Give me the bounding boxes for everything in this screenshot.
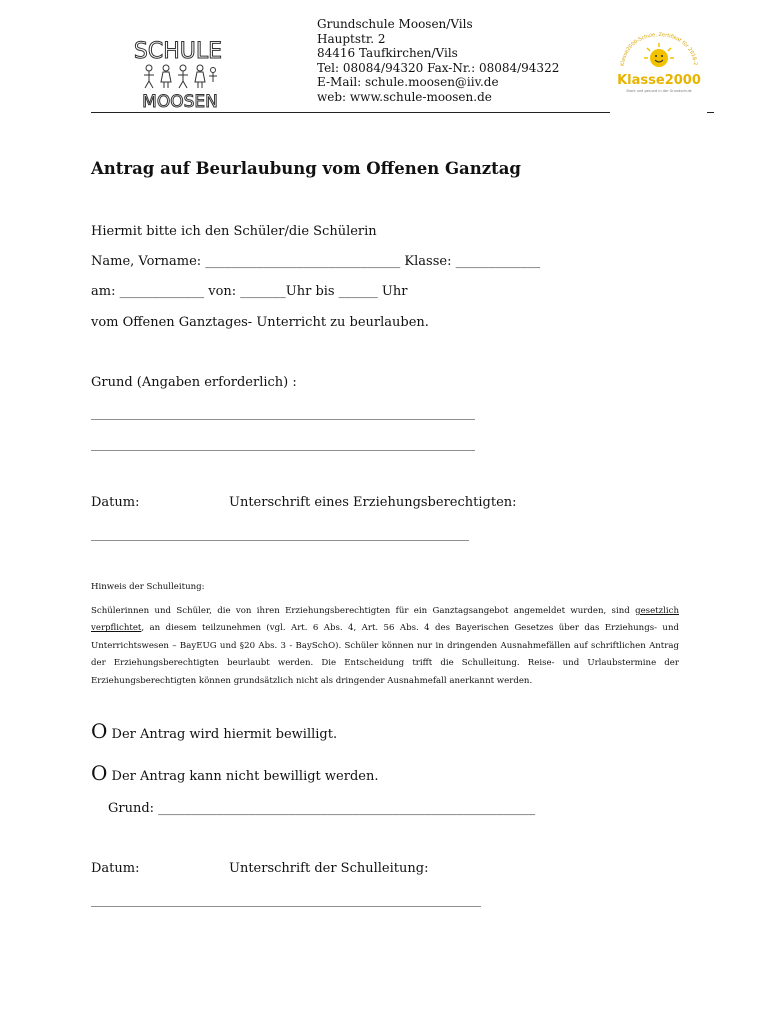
header-address-block xyxy=(317,17,559,104)
school-signature-line: _________________________________________________________________ xyxy=(91,893,481,907)
school-email: E-Mail: schule.moosen@iiv.de xyxy=(317,75,499,89)
notice-paragraph xyxy=(91,603,679,690)
date-time-line: am: _____________ von: _______Uhr bis ______ Uhr xyxy=(91,284,408,299)
logo-text-top: SCHULE xyxy=(133,39,223,64)
notice-underlined-text: gesetzlich verpflichtet xyxy=(91,606,679,634)
rejected-label: Der Antrag kann nicht bewilligt werden. xyxy=(111,769,379,784)
rejected-option[interactable] xyxy=(91,761,378,785)
approved-checkbox-circle[interactable]: O xyxy=(91,719,108,743)
date-label: Datum: xyxy=(91,495,140,510)
header-divider xyxy=(91,112,610,113)
school-date-label: Datum: xyxy=(91,861,140,876)
reason-label: Grund (Angaben erforderlich) : xyxy=(91,375,297,390)
logo-text-bottom: MOOSEN xyxy=(142,92,218,110)
reason-line-1: ________________________________________________________________ xyxy=(91,406,475,420)
partner-logo-arc-text: Klasse2000-Schule, Zertifikat für 2018-2 xyxy=(619,31,699,67)
header-divider-short xyxy=(707,112,714,113)
school-name: Grundschule Moosen/Vils xyxy=(317,17,473,31)
notice-text-after: , an diesem teilzunehmen (vgl. Art. 6 Abs. 4, Art. 56 Abs. 4 des Bayerischen Gesetzes über das Erziehungs- und Unterrichtswesen – BayEUG und §20 Abs. 3 - BaySchO). Schüler können nur in dringenden Ausnahmefällen auf schriftlichen Antrag der Erziehungsberechtigten beurlaubt werden. Die Entscheidung trifft die Schulleitung. Reise- und Urlaubstermine der Erziehungsberechtigten können grundsätzlich nicht als dringender Ausnahmefall anerkannt werden. xyxy=(91,623,679,686)
intro-text: Hiermit bitte ich den Schüler/die Schülerin xyxy=(91,224,377,239)
reason-line-2: ________________________________________________________________ xyxy=(91,437,475,451)
parent-signature-label: Unterschrift eines Erziehungsberechtigten: xyxy=(229,495,517,510)
approved-label: Der Antrag wird hiermit bewilligt. xyxy=(111,727,338,742)
approved-option[interactable] xyxy=(91,719,337,743)
partner-logo-text: Klasse2000 xyxy=(617,73,701,88)
sun-face-icon xyxy=(644,43,674,67)
school-logo xyxy=(133,36,223,110)
purpose-text: vom Offenen Ganztages- Unterricht zu beurlauben. xyxy=(91,315,429,330)
notice-heading: Hinweis der Schulleitung: xyxy=(91,582,205,592)
children-figures-icon xyxy=(144,65,217,88)
klasse2000-logo xyxy=(614,28,704,98)
school-signature-label: Unterschrift der Schulleitung: xyxy=(229,861,429,876)
rejected-checkbox-circle[interactable]: O xyxy=(91,761,108,785)
notice-text-before: Schülerinnen und Schüler, die von ihren Erziehungsberechtigten für ein Ganztagsangebot angemeldet wurden, sind xyxy=(91,606,636,616)
school-street: Hauptstr. 2 xyxy=(317,31,386,46)
school-phone: Tel: 08084/94320 Fax-Nr.: 08084/94322 xyxy=(317,60,560,75)
parent-signature-line: _______________________________________________________________ xyxy=(91,527,469,541)
name-class-line: Name, Vorname: ______________________________ Klasse: _____________ xyxy=(91,254,541,269)
school-web: web: www.schule-moosen.de xyxy=(317,89,492,104)
school-city: 84416 Taufkirchen/Vils xyxy=(317,46,458,60)
rejection-reason-line: Grund: __________________________________________________________ xyxy=(108,801,536,816)
form-title: Antrag auf Beurlaubung vom Offenen Ganztag xyxy=(91,159,521,178)
partner-logo-small: Stark und gesund in der Grundschule xyxy=(626,89,692,93)
